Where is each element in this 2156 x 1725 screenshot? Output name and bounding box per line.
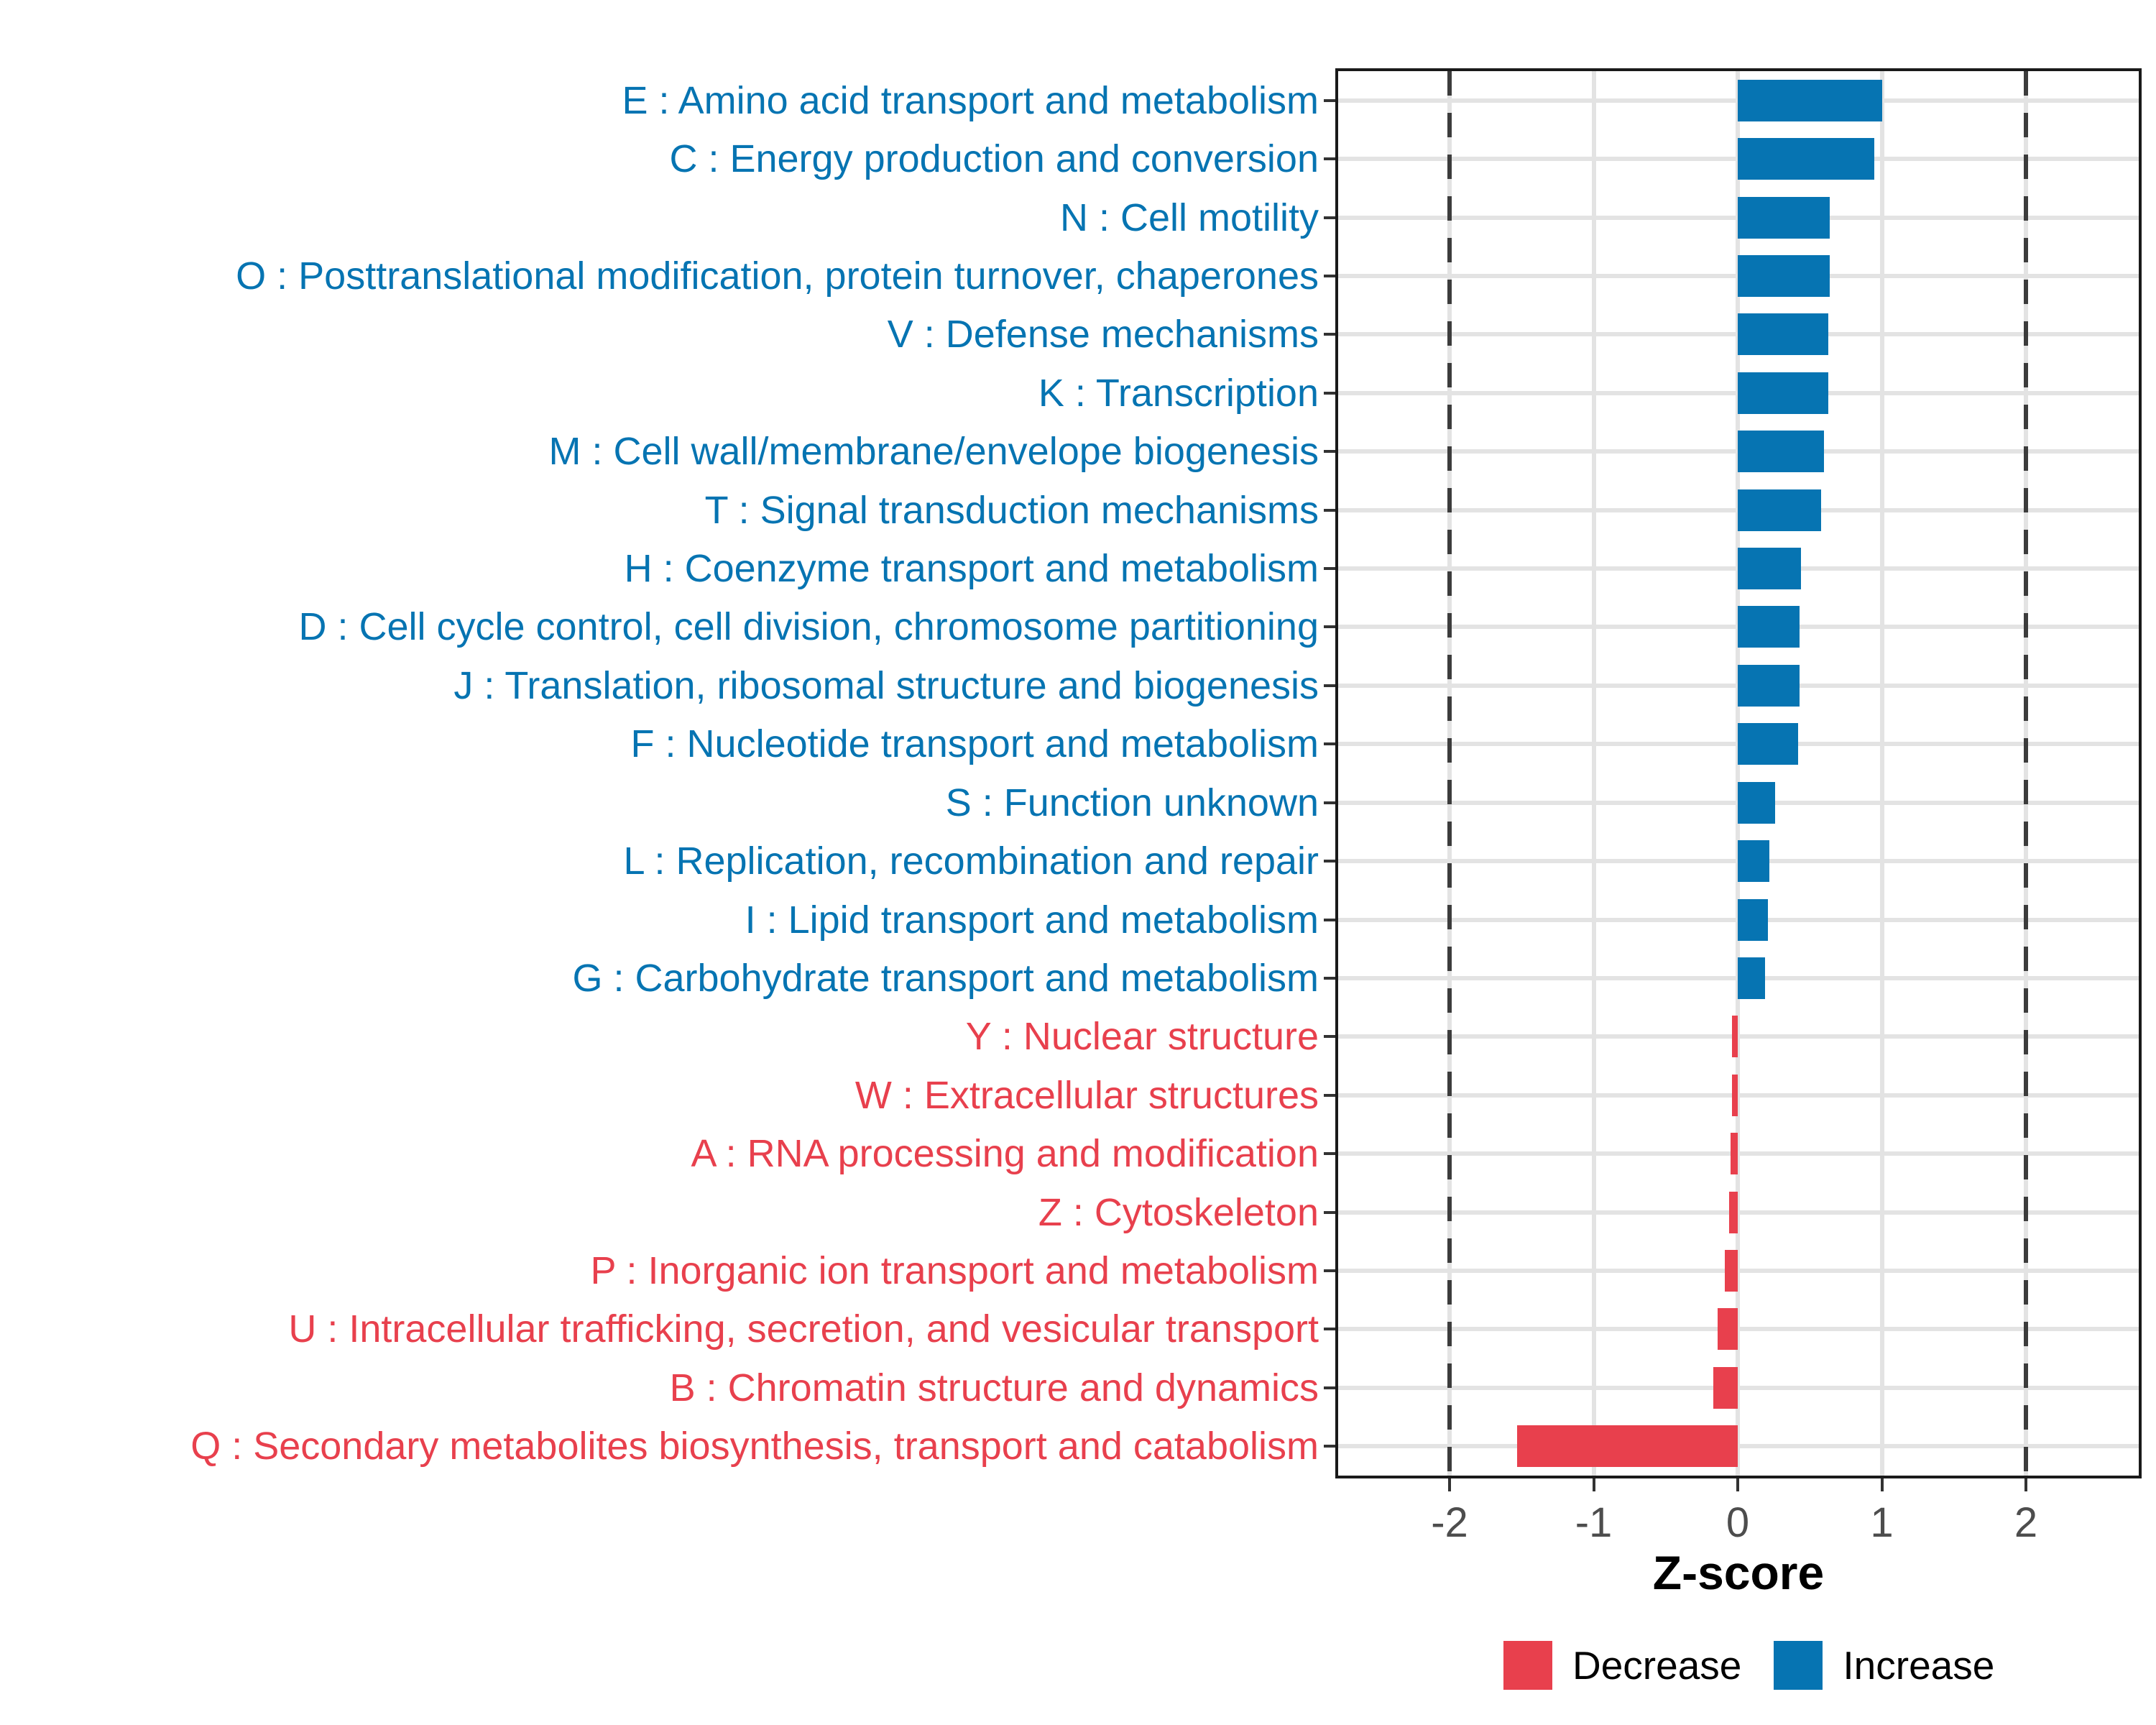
x-tick-label: -2	[1431, 1499, 1468, 1546]
x-gridline	[1592, 71, 1596, 1476]
bar-N	[1738, 197, 1830, 239]
y-label-U: U : Intracellular trafficking, secretion, and vesicular transport	[288, 1307, 1319, 1351]
bar-D	[1738, 606, 1800, 648]
y-gridline	[1338, 1093, 2139, 1098]
y-label-I: I : Lipid transport and metabolism	[745, 898, 1319, 942]
y-label-F: F : Nucleotide transport and metabolism	[630, 722, 1319, 766]
y-label-Q: Q : Secondary metabolites biosynthesis, transport and catabolism	[190, 1425, 1319, 1468]
bar-B	[1713, 1367, 1738, 1409]
y-label-S: S : Function unknown	[945, 781, 1319, 824]
x-tick-label: 1	[1870, 1499, 1894, 1546]
x-tick-mark	[1593, 1478, 1595, 1491]
bar-J	[1738, 665, 1800, 707]
bar-A	[1731, 1133, 1738, 1174]
y-label-K: K : Transcription	[1038, 371, 1319, 415]
y-label-H: H : Coenzyme transport and metabolism	[624, 547, 1319, 591]
bar-S	[1738, 782, 1775, 824]
bar-W	[1732, 1075, 1738, 1116]
bar-C	[1738, 138, 1874, 180]
legend-swatch-increase	[1774, 1641, 1823, 1690]
legend-label-decrease: Decrease	[1572, 1643, 1742, 1688]
y-label-O: O : Posttranslational modification, protein turnover, chaperones	[236, 254, 1319, 298]
bar-E	[1738, 80, 1882, 121]
y-label-Z: Z : Cytoskeleton	[1038, 1190, 1319, 1234]
bar-Q	[1517, 1425, 1738, 1467]
y-label-G: G : Carbohydrate transport and metabolism	[572, 956, 1319, 1000]
x-tick-label: -1	[1575, 1499, 1613, 1546]
bar-Y	[1732, 1016, 1738, 1057]
y-gridline	[1338, 1444, 2139, 1448]
x-tick-mark	[2024, 1478, 2027, 1491]
dashed-reference-line	[2024, 71, 2028, 1476]
x-tick-label: 2	[2014, 1499, 2038, 1546]
y-label-E: E : Amino acid transport and metabolism	[622, 78, 1319, 122]
y-gridline	[1338, 1151, 2139, 1156]
y-label-N: N : Cell motility	[1059, 196, 1319, 239]
y-gridline	[1338, 1327, 2139, 1331]
y-label-Y: Y : Nuclear structure	[965, 1015, 1319, 1059]
y-gridline	[1338, 1210, 2139, 1215]
legend-swatch-decrease	[1503, 1641, 1552, 1690]
x-tick-mark	[1448, 1478, 1451, 1491]
legend-label-increase: Increase	[1843, 1643, 1995, 1688]
dashed-reference-line	[1447, 71, 1452, 1476]
y-label-W: W : Extracellular structures	[854, 1073, 1319, 1117]
y-label-L: L : Replication, recombination and repair	[623, 840, 1319, 883]
legend	[1503, 1641, 2027, 1690]
bar-V	[1738, 313, 1828, 355]
y-gridline	[1338, 1034, 2139, 1039]
bar-H	[1738, 548, 1801, 589]
y-label-V: V : Defense mechanisms	[887, 313, 1319, 356]
bar-K	[1738, 372, 1828, 414]
bar-F	[1738, 723, 1798, 765]
plot-panel	[1335, 68, 2142, 1478]
x-axis-title: Z-score	[1652, 1546, 1825, 1599]
bar-T	[1738, 489, 1821, 531]
y-label-M: M : Cell wall/membrane/envelope biogenesis	[548, 430, 1319, 474]
y-label-D: D : Cell cycle control, cell division, chromosome partitioning	[298, 605, 1319, 649]
bar-P	[1725, 1250, 1738, 1292]
x-tick-mark	[1736, 1478, 1739, 1491]
y-label-B: B : Chromatin structure and dynamics	[669, 1366, 1319, 1409]
bar-U	[1718, 1308, 1738, 1350]
y-gridline	[1338, 1269, 2139, 1273]
y-label-T: T : Signal transduction mechanisms	[704, 488, 1319, 532]
bar-I	[1738, 899, 1768, 941]
y-label-A: A : RNA processing and modification	[691, 1132, 1319, 1176]
bar-G	[1738, 957, 1765, 999]
bar-Z	[1729, 1192, 1738, 1233]
bar-L	[1738, 840, 1769, 882]
x-tick-label: 0	[1726, 1499, 1750, 1546]
bar-M	[1738, 431, 1824, 472]
y-label-J: J : Translation, ribosomal structure and biogenesis	[453, 663, 1319, 707]
x-gridline	[1880, 71, 1884, 1476]
y-label-P: P : Inorganic ion transport and metabolism	[590, 1249, 1319, 1293]
bar-O	[1738, 255, 1830, 297]
x-tick-mark	[1881, 1478, 1884, 1491]
y-label-C: C : Energy production and conversion	[669, 137, 1319, 181]
y-gridline	[1338, 1386, 2139, 1390]
